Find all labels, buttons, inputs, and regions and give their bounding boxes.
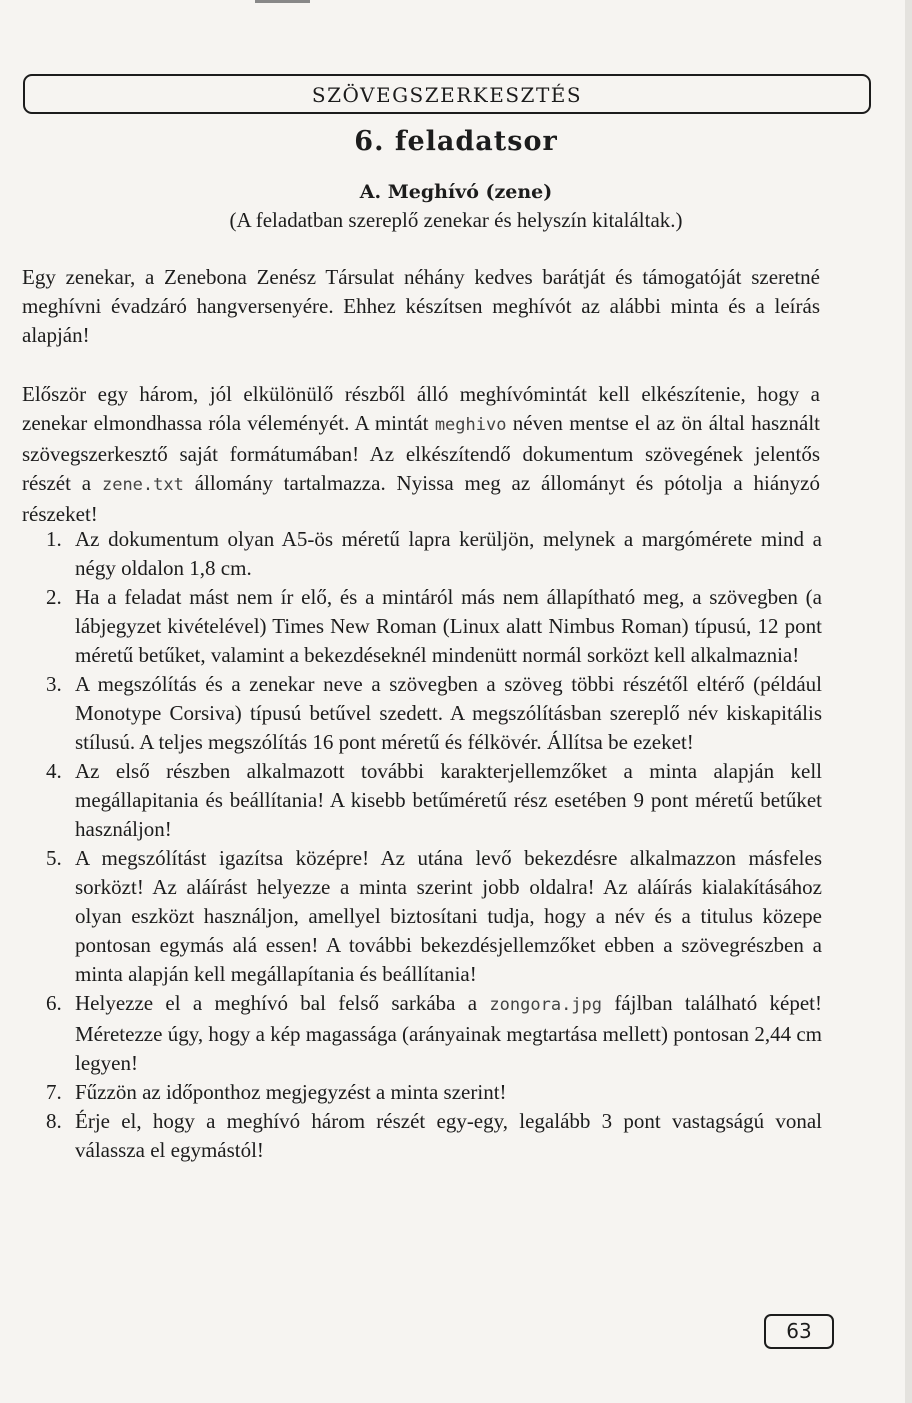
item-number: 6. [46,991,62,1015]
intro-text-c: állomány tartalmazza. Nyissa meg az állományt és pótolja a hiányzó részeket! [22,471,820,526]
intro-paragraph-1: Egy zenekar, a Zenebona Zenész Társulat néhány kedves barátját és támogatóját szeretné meghívni évadzáró hangversenyére. Ehhez készítsen meghívót az alábbi minta és a leírás alapján! [22,265,820,347]
list-item [22,1107,822,1165]
list-item [22,525,822,583]
section-header-box [23,74,871,114]
task-list [22,525,822,1165]
item-text: Fűzzön az időponthoz megjegyzést a minta szerint! [75,1080,507,1104]
item-number: 8. [46,1109,62,1133]
page-number: 63 [764,1314,834,1349]
list-item [22,1078,822,1107]
item-number: 5. [46,846,62,870]
item-text: Az dokumentum olyan A5-ös méretű lapra kerüljön, melynek a margómérete mind a négy oldalon 1,8 cm. [75,527,822,580]
item-text: Érje el, hogy a meghívó három részét egy-egy, legalább 3 pont vastagságú vonal válassza el egymástól! [75,1109,822,1162]
list-item [22,989,822,1078]
intro-text-b: néven mentse el az ön által használt szövegszerkesztő saját formátumában! Az elkészítendő dokumentum szövegének jelentős részét a [22,411,821,495]
scan-edge-mark [255,0,310,3]
exercise-set-title: 6. feladatsor [354,126,558,157]
task-title: A. Meghívó (zene) [359,181,553,203]
item-number: 2. [46,585,62,609]
item-number: 4. [46,759,62,783]
item-number: 1. [46,527,62,551]
item-text: Az első részben alkalmazott további karakterjellemzőket a minta alapján kell megállapitania és beállítania! A kisebb betűméretű rész esetében 9 pont méretű betűket használjon! [75,759,822,841]
item-text: Ha a feladat mást nem ír elő, és a mintáról más nem állapítható meg, a szövegben (a lábjegyzet kivételével) Times New Roman (Linux alatt Nimbus Roman) típusú, 12 pont méretű betűket, valamint a bekezdéseknél mindenütt normál sorközt kell alkalmaznia! [75,585,822,667]
intro-text-a: Először egy három, jól elkülönülő részből álló meghívómintát kell elkészítenie, hogy a zenekar elmondhassa róla véleményét. A mintát [22,382,820,435]
item-text: A megszólítás és a zenekar neve a szövegben a szöveg többi részétől eltérő (például Monotype Corsiva) típusú betűvel szedett. A megszólításban szereplő név kiskapitális stílusú. A teljes megszólítás 16 pont méretű és félkövér. Állítsa be ezeket! [75,672,822,754]
task-subtitle: (A feladatban szereplő zenekar és helyszín kitaláltak.) [229,208,683,232]
list-item [22,670,822,757]
list-item [22,757,822,844]
item-text-a: Helyezze el a meghívó bal felső sarkába a [75,991,490,1015]
intro-paragraph-2 [22,380,820,529]
list-item [22,583,822,670]
item-number: 3. [46,672,62,696]
filename-zongora-jpg: zongora.jpg [489,995,603,1015]
item-text-b: fájlban található képet! Méretezze úgy, hogy a kép magassága (arányainak megtartása mellett) pontosan 2,44 cm legyen! [75,991,822,1075]
item-text: A megszólítást igazítsa középre! Az utána levő bekezdésre alkalmazzon másfeles sorközt! Az aláírást helyezze a minta szerint jobb oldalra! Az aláírás kialakításához olyan eszközt használjon, amellyel biztosítani tudja, hogy a név és a titulus közepe pontosan egymás alá essen! A további bekezdésjellemzőket ebben a szövegrészben a minta alapján kell megállapítania és beállítania! [75,846,822,986]
list-item [22,844,822,989]
filename-zene-txt: zene.txt [101,475,184,495]
filename-meghivo: meghivo [434,415,507,435]
section-title: SZÖVEGSZERKESZTÉS [311,83,583,107]
item-number: 7. [46,1080,62,1104]
